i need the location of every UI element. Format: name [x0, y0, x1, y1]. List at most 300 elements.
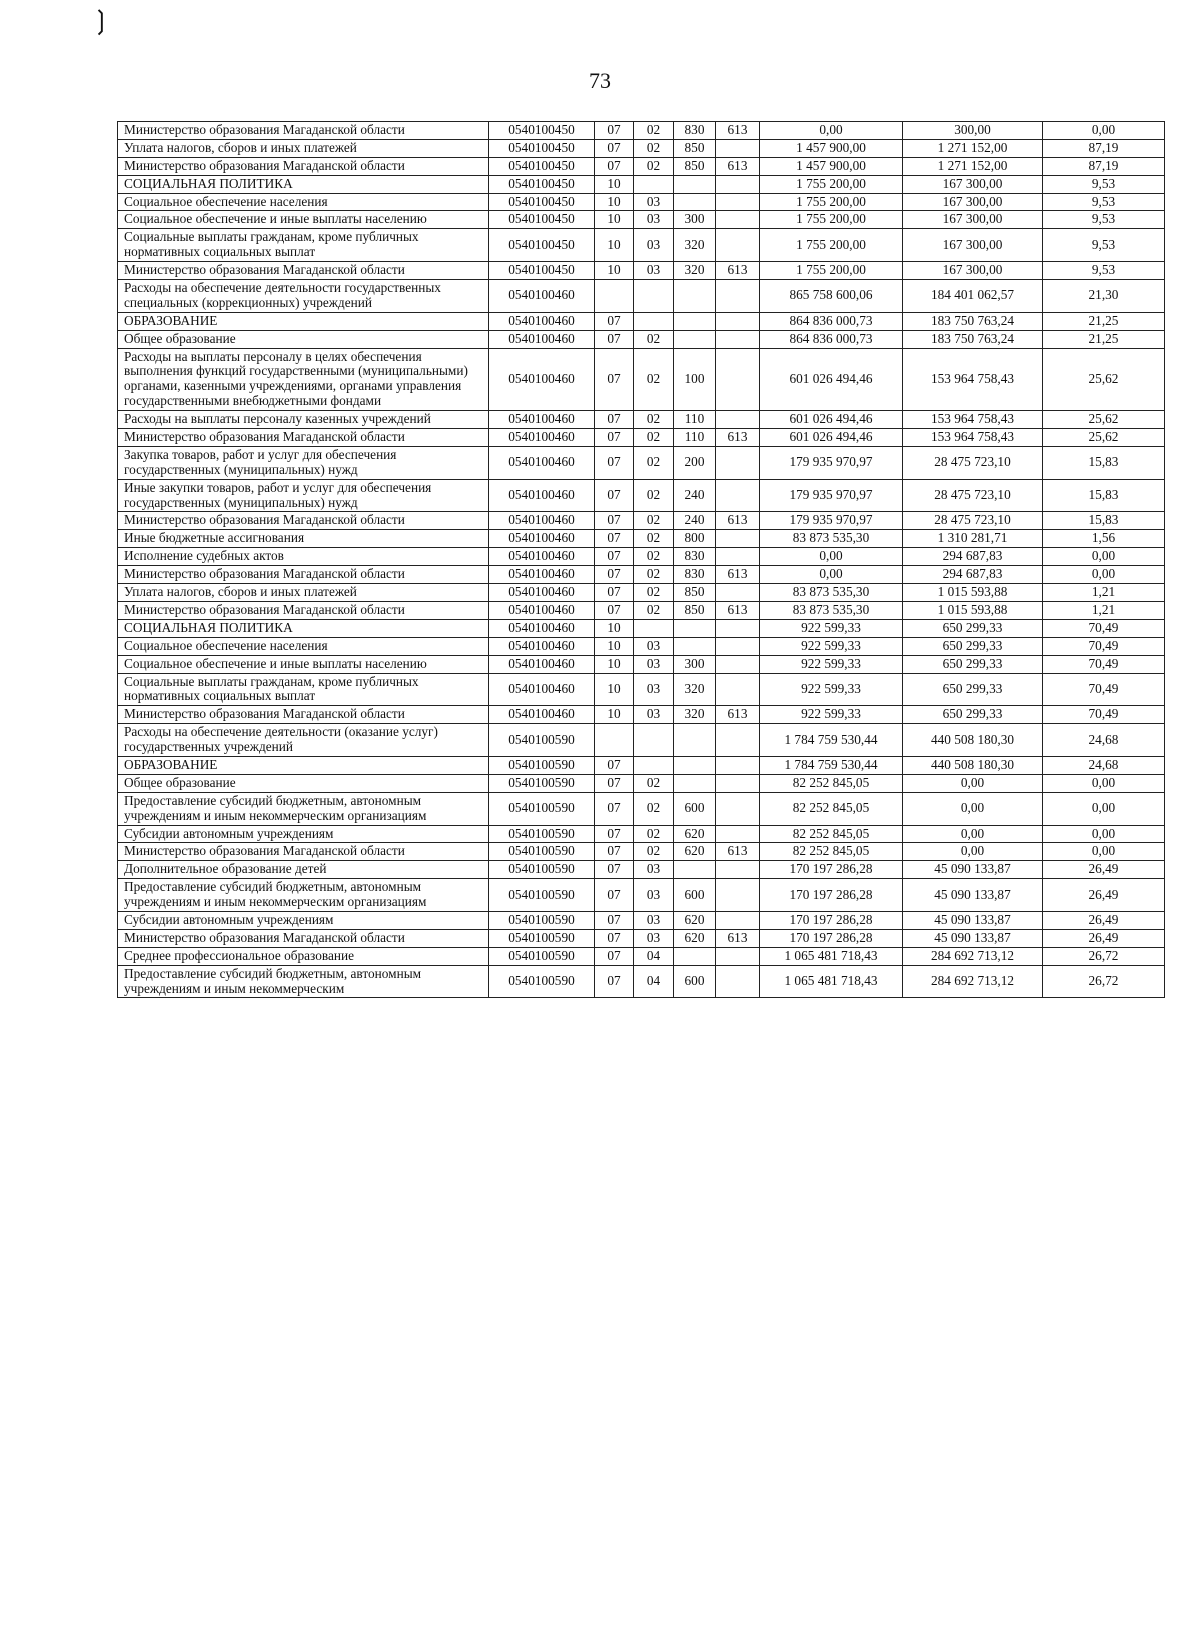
cell-percent: 70,49 [1043, 673, 1165, 706]
cell-program: 0540100460 [489, 330, 595, 348]
cell-subsection: 04 [634, 965, 674, 998]
cell-planned: 179 935 970,97 [760, 512, 903, 530]
cell-planned: 601 026 494,46 [760, 411, 903, 429]
cell-department [716, 619, 760, 637]
cell-planned: 0,00 [760, 566, 903, 584]
cell-executed: 45 090 133,87 [903, 879, 1043, 912]
table-row [118, 947, 1165, 965]
table-row [118, 637, 1165, 655]
cell-program: 0540100460 [489, 566, 595, 584]
cell-subsection: 02 [634, 429, 674, 447]
cell-program: 0540100450 [489, 229, 595, 262]
cell-percent: 9,53 [1043, 262, 1165, 280]
cell-department [716, 175, 760, 193]
cell-program: 0540100590 [489, 965, 595, 998]
cell-section: 07 [595, 312, 634, 330]
cell-executed: 167 300,00 [903, 229, 1043, 262]
cell-executed: 167 300,00 [903, 175, 1043, 193]
cell-executed: 167 300,00 [903, 211, 1043, 229]
cell-department [716, 479, 760, 512]
cell-section: 07 [595, 157, 634, 175]
cell-percent: 1,56 [1043, 530, 1165, 548]
cell-planned: 170 197 286,28 [760, 861, 903, 879]
cell-department [716, 280, 760, 313]
cell-department [716, 965, 760, 998]
cell-percent: 0,00 [1043, 825, 1165, 843]
cell-executed: 153 964 758,43 [903, 348, 1043, 411]
cell-executed: 183 750 763,24 [903, 330, 1043, 348]
cell-expense-type: 320 [674, 673, 716, 706]
cell-executed: 294 687,83 [903, 548, 1043, 566]
table-row [118, 211, 1165, 229]
table-row [118, 792, 1165, 825]
cell-expense-type [674, 947, 716, 965]
cell-name: Социальные выплаты гражданам, кроме публичных нормативных социальных выплат [118, 673, 489, 706]
cell-name: Субсидии автономным учреждениям [118, 911, 489, 929]
cell-department: 613 [716, 566, 760, 584]
cell-planned: 1 784 759 530,44 [760, 724, 903, 757]
cell-planned: 170 197 286,28 [760, 929, 903, 947]
cell-executed: 440 508 180,30 [903, 724, 1043, 757]
cell-name: Общее образование [118, 330, 489, 348]
cell-program: 0540100450 [489, 262, 595, 280]
cell-subsection: 02 [634, 584, 674, 602]
cell-department [716, 774, 760, 792]
cell-percent: 1,21 [1043, 584, 1165, 602]
cell-name: Расходы на обеспечение деятельности (оказание услуг) государственных учреждений [118, 724, 489, 757]
cell-program: 0540100450 [489, 193, 595, 211]
table-row [118, 330, 1165, 348]
table-row [118, 965, 1165, 998]
cell-subsection: 02 [634, 774, 674, 792]
cell-section: 07 [595, 774, 634, 792]
cell-section: 07 [595, 756, 634, 774]
cell-executed: 0,00 [903, 843, 1043, 861]
cell-executed: 650 299,33 [903, 706, 1043, 724]
cell-program: 0540100460 [489, 584, 595, 602]
cell-subsection: 03 [634, 229, 674, 262]
cell-percent: 70,49 [1043, 619, 1165, 637]
cell-planned: 179 935 970,97 [760, 479, 903, 512]
cell-program: 0540100460 [489, 479, 595, 512]
table-row [118, 929, 1165, 947]
cell-executed: 45 090 133,87 [903, 861, 1043, 879]
cell-subsection: 02 [634, 825, 674, 843]
cell-expense-type [674, 175, 716, 193]
cell-name: СОЦИАЛЬНАЯ ПОЛИТИКА [118, 175, 489, 193]
cell-executed: 184 401 062,57 [903, 280, 1043, 313]
table-row [118, 756, 1165, 774]
cell-department: 613 [716, 929, 760, 947]
cell-section: 10 [595, 655, 634, 673]
cell-executed: 28 475 723,10 [903, 479, 1043, 512]
cell-expense-type: 800 [674, 530, 716, 548]
cell-planned: 1 065 481 718,43 [760, 947, 903, 965]
cell-program: 0540100590 [489, 774, 595, 792]
cell-program: 0540100460 [489, 348, 595, 411]
cell-department [716, 229, 760, 262]
cell-executed: 650 299,33 [903, 673, 1043, 706]
cell-program: 0540100460 [489, 312, 595, 330]
cell-planned: 83 873 535,30 [760, 601, 903, 619]
cell-percent: 9,53 [1043, 229, 1165, 262]
cell-department [716, 584, 760, 602]
budget-table-body [118, 122, 1165, 998]
table-row [118, 861, 1165, 879]
cell-section: 07 [595, 479, 634, 512]
cell-name: ОБРАЗОВАНИЕ [118, 756, 489, 774]
cell-name: Министерство образования Магаданской области [118, 512, 489, 530]
cell-executed: 1 310 281,71 [903, 530, 1043, 548]
cell-section: 07 [595, 584, 634, 602]
cell-department [716, 330, 760, 348]
cell-program: 0540100460 [489, 601, 595, 619]
cell-executed: 1 015 593,88 [903, 584, 1043, 602]
cell-subsection: 02 [634, 479, 674, 512]
cell-section: 07 [595, 348, 634, 411]
cell-percent: 25,62 [1043, 429, 1165, 447]
cell-department [716, 193, 760, 211]
cell-name: Социальное обеспечение и иные выплаты населению [118, 655, 489, 673]
cell-program: 0540100450 [489, 175, 595, 193]
cell-section: 07 [595, 879, 634, 912]
cell-executed: 0,00 [903, 774, 1043, 792]
cell-percent: 0,00 [1043, 792, 1165, 825]
cell-executed: 650 299,33 [903, 619, 1043, 637]
cell-section [595, 724, 634, 757]
cell-planned: 1 457 900,00 [760, 139, 903, 157]
cell-name: Уплата налогов, сборов и иных платежей [118, 139, 489, 157]
cell-percent: 1,21 [1043, 601, 1165, 619]
table-row [118, 655, 1165, 673]
cell-section: 10 [595, 673, 634, 706]
cell-name: Министерство образования Магаданской области [118, 157, 489, 175]
cell-planned: 83 873 535,30 [760, 584, 903, 602]
cell-planned: 1 755 200,00 [760, 262, 903, 280]
cell-percent: 26,72 [1043, 965, 1165, 998]
cell-executed: 284 692 713,12 [903, 965, 1043, 998]
cell-subsection: 03 [634, 879, 674, 912]
cell-expense-type [674, 193, 716, 211]
cell-subsection: 02 [634, 792, 674, 825]
cell-expense-type: 600 [674, 879, 716, 912]
cell-section: 07 [595, 139, 634, 157]
cell-name: Расходы на обеспечение деятельности государственных специальных (коррекционных) учреждений [118, 280, 489, 313]
cell-section: 10 [595, 706, 634, 724]
table-row [118, 479, 1165, 512]
cell-executed: 1 271 152,00 [903, 157, 1043, 175]
cell-percent: 9,53 [1043, 193, 1165, 211]
cell-program: 0540100460 [489, 619, 595, 637]
cell-name: Расходы на выплаты персоналу в целях обеспечения выполнения функций государственными (муниципальными) органами, казенными учреждениями, органами управления государственными внебюджетными фондами [118, 348, 489, 411]
table-row [118, 706, 1165, 724]
cell-name: Министерство образования Магаданской области [118, 843, 489, 861]
corner-scan-mark: ❳ [90, 6, 112, 35]
cell-subsection: 03 [634, 655, 674, 673]
cell-expense-type: 320 [674, 229, 716, 262]
cell-department [716, 655, 760, 673]
cell-subsection: 02 [634, 446, 674, 479]
cell-planned: 922 599,33 [760, 673, 903, 706]
cell-expense-type: 850 [674, 584, 716, 602]
cell-section: 07 [595, 929, 634, 947]
cell-planned: 601 026 494,46 [760, 429, 903, 447]
cell-department [716, 947, 760, 965]
cell-executed: 1 271 152,00 [903, 139, 1043, 157]
table-row [118, 673, 1165, 706]
cell-name: ОБРАЗОВАНИЕ [118, 312, 489, 330]
cell-section: 07 [595, 861, 634, 879]
cell-department [716, 673, 760, 706]
cell-program: 0540100590 [489, 756, 595, 774]
table-row [118, 601, 1165, 619]
cell-expense-type: 850 [674, 139, 716, 157]
cell-section: 07 [595, 429, 634, 447]
cell-planned: 922 599,33 [760, 619, 903, 637]
table-row [118, 843, 1165, 861]
cell-name: Закупка товаров, работ и услуг для обеспечения государственных (муниципальных) нужд [118, 446, 489, 479]
cell-planned: 864 836 000,73 [760, 312, 903, 330]
cell-program: 0540100590 [489, 879, 595, 912]
cell-subsection: 02 [634, 348, 674, 411]
cell-subsection: 02 [634, 512, 674, 530]
cell-percent: 26,49 [1043, 861, 1165, 879]
cell-program: 0540100460 [489, 655, 595, 673]
cell-subsection [634, 280, 674, 313]
cell-planned: 82 252 845,05 [760, 792, 903, 825]
cell-section: 07 [595, 911, 634, 929]
cell-name: Министерство образования Магаданской области [118, 262, 489, 280]
cell-subsection: 02 [634, 122, 674, 140]
cell-subsection: 02 [634, 330, 674, 348]
cell-subsection [634, 175, 674, 193]
cell-program: 0540100460 [489, 280, 595, 313]
cell-section: 07 [595, 446, 634, 479]
table-row [118, 548, 1165, 566]
cell-expense-type: 850 [674, 157, 716, 175]
cell-name: Министерство образования Магаданской области [118, 929, 489, 947]
cell-percent: 26,72 [1043, 947, 1165, 965]
cell-percent: 0,00 [1043, 122, 1165, 140]
cell-planned: 170 197 286,28 [760, 879, 903, 912]
cell-expense-type [674, 619, 716, 637]
cell-section: 07 [595, 965, 634, 998]
cell-planned: 1 457 900,00 [760, 157, 903, 175]
cell-subsection: 03 [634, 861, 674, 879]
cell-section: 07 [595, 601, 634, 619]
cell-planned: 1 755 200,00 [760, 175, 903, 193]
table-row [118, 157, 1165, 175]
cell-expense-type: 240 [674, 479, 716, 512]
cell-planned: 922 599,33 [760, 655, 903, 673]
cell-section: 10 [595, 193, 634, 211]
cell-program: 0540100590 [489, 825, 595, 843]
cell-planned: 179 935 970,97 [760, 446, 903, 479]
cell-percent: 24,68 [1043, 724, 1165, 757]
cell-planned: 1 755 200,00 [760, 229, 903, 262]
cell-program: 0540100590 [489, 929, 595, 947]
cell-percent: 0,00 [1043, 774, 1165, 792]
cell-planned: 922 599,33 [760, 706, 903, 724]
cell-section: 07 [595, 843, 634, 861]
table-row [118, 825, 1165, 843]
table-row [118, 229, 1165, 262]
cell-section [595, 280, 634, 313]
table-row [118, 122, 1165, 140]
cell-name: Иные закупки товаров, работ и услуг для обеспечения государственных (муниципальных) нужд [118, 479, 489, 512]
cell-department [716, 724, 760, 757]
cell-expense-type: 620 [674, 843, 716, 861]
cell-percent: 21,30 [1043, 280, 1165, 313]
cell-department [716, 879, 760, 912]
cell-department [716, 312, 760, 330]
cell-department [716, 348, 760, 411]
cell-section: 07 [595, 330, 634, 348]
table-row [118, 530, 1165, 548]
cell-name: СОЦИАЛЬНАЯ ПОЛИТИКА [118, 619, 489, 637]
cell-planned: 1 784 759 530,44 [760, 756, 903, 774]
cell-planned: 1 065 481 718,43 [760, 965, 903, 998]
cell-expense-type: 320 [674, 706, 716, 724]
cell-executed: 294 687,83 [903, 566, 1043, 584]
cell-executed: 0,00 [903, 792, 1043, 825]
cell-subsection: 03 [634, 929, 674, 947]
cell-subsection [634, 619, 674, 637]
cell-department: 613 [716, 601, 760, 619]
cell-planned: 82 252 845,05 [760, 774, 903, 792]
cell-program: 0540100450 [489, 139, 595, 157]
cell-subsection: 03 [634, 262, 674, 280]
table-row [118, 139, 1165, 157]
cell-expense-type [674, 312, 716, 330]
cell-name: Предоставление субсидий бюджетным, автономным учреждениям и иным некоммерческим организациям [118, 792, 489, 825]
cell-name: Предоставление субсидий бюджетным, автономным учреждениям и иным некоммерческим организациям [118, 879, 489, 912]
cell-department [716, 139, 760, 157]
cell-percent: 26,49 [1043, 879, 1165, 912]
cell-percent: 0,00 [1043, 566, 1165, 584]
table-row [118, 911, 1165, 929]
cell-subsection: 02 [634, 530, 674, 548]
cell-name: Предоставление субсидий бюджетным, автономным учреждениям и иным некоммерческим [118, 965, 489, 998]
cell-expense-type: 830 [674, 122, 716, 140]
cell-expense-type: 620 [674, 911, 716, 929]
cell-name: Социальное обеспечение и иные выплаты населению [118, 211, 489, 229]
cell-department: 613 [716, 262, 760, 280]
cell-percent: 15,83 [1043, 479, 1165, 512]
table-row [118, 193, 1165, 211]
cell-expense-type: 600 [674, 965, 716, 998]
cell-subsection: 02 [634, 566, 674, 584]
cell-executed: 440 508 180,30 [903, 756, 1043, 774]
cell-department [716, 211, 760, 229]
cell-name: Социальное обеспечение населения [118, 193, 489, 211]
table-row [118, 280, 1165, 313]
cell-subsection: 03 [634, 673, 674, 706]
table-row [118, 175, 1165, 193]
page-number: 73 [589, 68, 611, 93]
cell-executed: 167 300,00 [903, 262, 1043, 280]
cell-program: 0540100460 [489, 530, 595, 548]
cell-percent: 25,62 [1043, 348, 1165, 411]
cell-executed: 153 964 758,43 [903, 429, 1043, 447]
cell-department [716, 530, 760, 548]
cell-expense-type: 100 [674, 348, 716, 411]
cell-name: Общее образование [118, 774, 489, 792]
cell-section: 10 [595, 619, 634, 637]
cell-department: 613 [716, 512, 760, 530]
table-row [118, 512, 1165, 530]
cell-program: 0540100460 [489, 548, 595, 566]
cell-program: 0540100460 [489, 512, 595, 530]
cell-expense-type: 240 [674, 512, 716, 530]
cell-subsection: 02 [634, 157, 674, 175]
cell-percent: 26,49 [1043, 911, 1165, 929]
cell-planned: 82 252 845,05 [760, 843, 903, 861]
cell-section: 10 [595, 175, 634, 193]
cell-name: Уплата налогов, сборов и иных платежей [118, 584, 489, 602]
cell-percent: 70,49 [1043, 706, 1165, 724]
cell-expense-type [674, 774, 716, 792]
cell-program: 0540100460 [489, 637, 595, 655]
cell-expense-type: 850 [674, 601, 716, 619]
cell-executed: 650 299,33 [903, 637, 1043, 655]
table-row [118, 262, 1165, 280]
cell-percent: 24,68 [1043, 756, 1165, 774]
cell-planned: 0,00 [760, 122, 903, 140]
cell-name: Иные бюджетные ассигнования [118, 530, 489, 548]
cell-executed: 45 090 133,87 [903, 911, 1043, 929]
cell-planned: 865 758 600,06 [760, 280, 903, 313]
cell-section: 07 [595, 566, 634, 584]
cell-subsection: 03 [634, 637, 674, 655]
cell-executed: 45 090 133,87 [903, 929, 1043, 947]
cell-program: 0540100590 [489, 843, 595, 861]
cell-program: 0540100450 [489, 157, 595, 175]
cell-expense-type [674, 724, 716, 757]
cell-planned: 82 252 845,05 [760, 825, 903, 843]
cell-planned: 601 026 494,46 [760, 348, 903, 411]
cell-executed: 153 964 758,43 [903, 411, 1043, 429]
cell-section: 10 [595, 211, 634, 229]
cell-department: 613 [716, 157, 760, 175]
cell-planned: 922 599,33 [760, 637, 903, 655]
cell-department [716, 792, 760, 825]
cell-section: 10 [595, 229, 634, 262]
cell-subsection: 03 [634, 911, 674, 929]
cell-program: 0540100590 [489, 947, 595, 965]
cell-department [716, 911, 760, 929]
table-row [118, 446, 1165, 479]
cell-section: 10 [595, 262, 634, 280]
table-row [118, 879, 1165, 912]
cell-percent: 25,62 [1043, 411, 1165, 429]
cell-department [716, 411, 760, 429]
cell-program: 0540100460 [489, 706, 595, 724]
cell-program: 0540100590 [489, 911, 595, 929]
cell-percent: 9,53 [1043, 175, 1165, 193]
cell-expense-type: 110 [674, 429, 716, 447]
cell-department: 613 [716, 122, 760, 140]
table-row [118, 566, 1165, 584]
cell-subsection: 02 [634, 843, 674, 861]
cell-subsection [634, 724, 674, 757]
cell-program: 0540100450 [489, 122, 595, 140]
cell-percent: 70,49 [1043, 655, 1165, 673]
cell-name: Министерство образования Магаданской области [118, 429, 489, 447]
cell-executed: 650 299,33 [903, 655, 1043, 673]
cell-expense-type: 200 [674, 446, 716, 479]
cell-name: Министерство образования Магаданской области [118, 601, 489, 619]
